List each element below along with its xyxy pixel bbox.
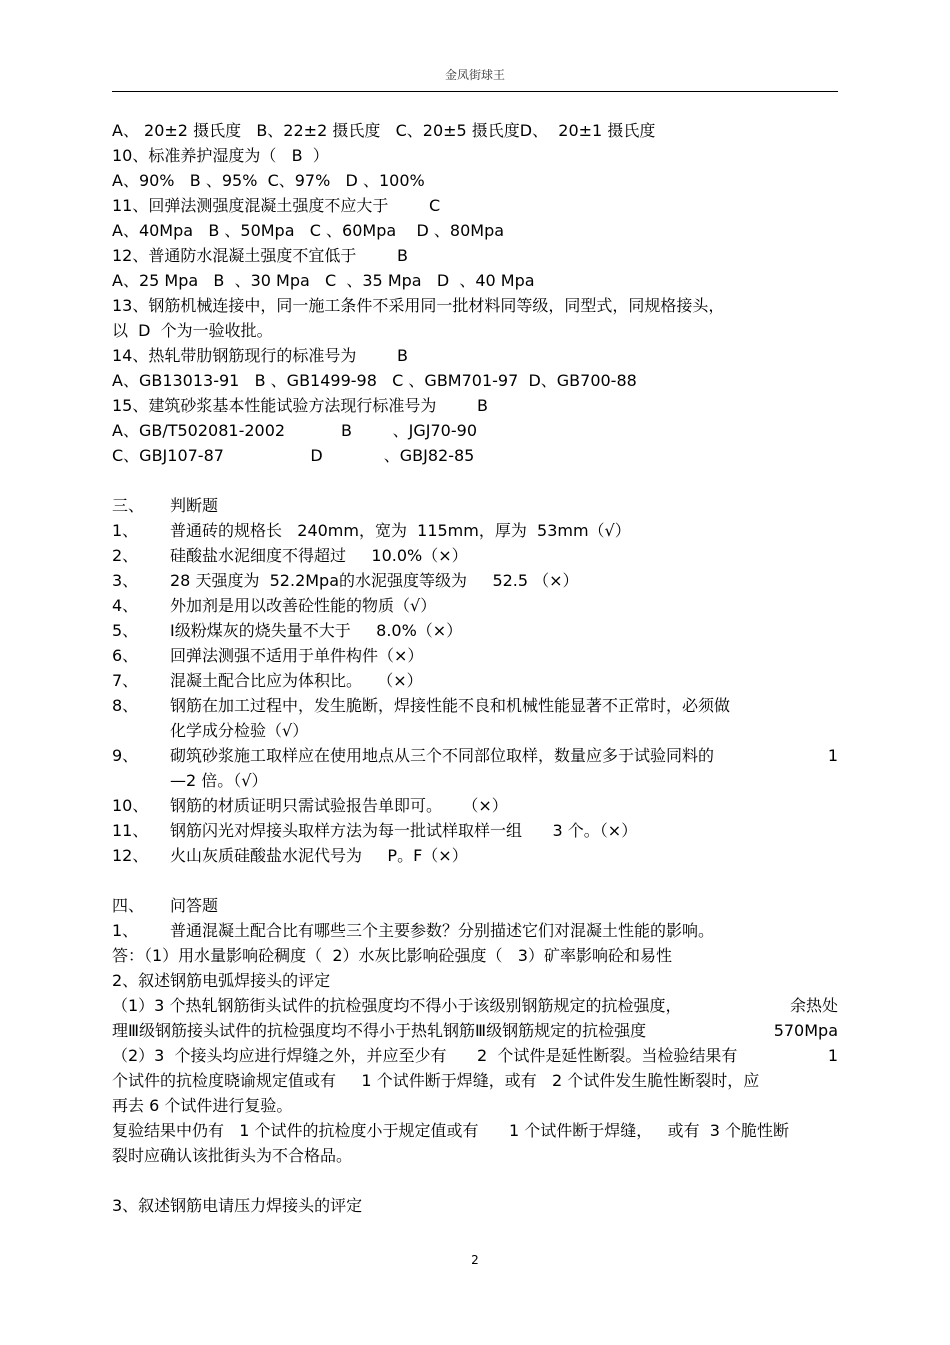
answer-line [112,1018,838,1043]
text-line: A、90% B 、95% C、97% D 、100% [112,171,425,190]
item-text: 混凝土配合比应为体积比。 （×） [170,671,423,690]
item-text: 回弹法测强不适用于单件构件（×） [170,646,424,665]
section-heading [112,493,838,518]
item-number: 9、 [112,746,139,765]
item-text: 硅酸盐水泥细度不得超过 10.0%（×） [170,546,468,565]
item-text: 火山灰质硅酸盐水泥代号为 P。F（×） [170,846,468,865]
text-line: 13、钢筋机械连接中，同一施工条件不采用同一批材料同等级，同型式，同规格接头， [112,296,725,315]
item-number: 4、 [112,596,139,615]
item-number: 5、 [112,621,139,640]
item-number: 12、 [112,846,149,865]
list-item [112,593,838,618]
item-number: 11、 [112,821,149,840]
answer-text-tail: 1 [827,1046,838,1065]
text-line: A、 20±2 摄氏度 B、22±2 摄氏度 C、20±5 摄氏度D、 20±1 摄氏度 [112,121,656,140]
answer-line [112,1043,838,1068]
question-number: 1、 [112,921,139,940]
item-number: 3、 [112,571,139,590]
answer: 答：（1）用水量影响砼稠度（ 2）水灰比影响砼强度（ 3）矿率影响砼和易性 [112,946,672,965]
item-number: 1、 [112,521,139,540]
question [112,918,838,943]
answer-line: 再去 6 个试件进行复验。 [112,1096,293,1115]
text-line: 15、建筑砂浆基本性能试验方法现行标准号为 B [112,396,489,415]
item-number: 10、 [112,796,149,815]
question: 3、叙述钢筋电请压力焊接头的评定 [112,1196,363,1215]
item-number: 6、 [112,646,139,665]
list-item [112,843,838,868]
item-text: 钢筋在加工过程中，发生脆断，焊接性能不良和机械性能显著不正常时，必须做 [170,696,731,715]
header-rule [112,91,838,92]
item-text: 化学成分检验（√） [170,721,309,740]
item-text: 普通砖的规格长 240mm，宽为 115mm，厚为 53mm（√） [170,521,631,540]
section-heading [112,893,838,918]
list-item [112,818,838,843]
item-text: Ⅰ级粉煤灰的烧失量不大于 8.0%（×） [170,621,463,640]
text-line: A、40Mpa B 、50Mpa C 、60Mpa D 、80Mpa [112,221,505,240]
section-number: 三、 [112,496,145,515]
question: 2、叙述钢筋电弧焊接头的评定 [112,971,331,990]
text-line: A、GB/T502081-2002 B 、JGJ70-90 [112,421,477,440]
answer-text-tail: 570Mpa [773,1021,838,1040]
answer-text: （2）3 个接头均应进行焊缝之外，并应至少有 2 个试件是延性断裂。当检验结果有 [112,1046,738,1065]
text-line: C、GBJ107-87 D 、GBJ82-85 [112,446,475,465]
item-text-tail: 1 [827,746,838,765]
item-text: 钢筋的材质证明只需试验报告单即可。 （×） [170,796,508,815]
item-number: 8、 [112,696,139,715]
text-line: 11、回弹法测强度混凝土强度不应大于 C [112,196,441,215]
item-text: 砌筑砂浆施工取样应在使用地点从三个不同部位取样，数量应多于试验同料的 [170,746,715,765]
item-text: —2 倍。（√） [170,771,268,790]
answer-text-tail: 余热处 [789,996,838,1015]
page-number: 2 [471,1253,479,1267]
text-line: A、GB13013-91 B 、GB1499-98 C 、GBM701-97 D、GB700-88 [112,371,637,390]
item-text: 钢筋闪光对焊接头取样方法为每一批试样取样一组 3 个。（×） [170,821,638,840]
page-header: 金凤街球王 [444,68,505,82]
list-item [112,793,838,818]
list-item [112,743,838,768]
list-item [112,693,838,718]
list-item-continuation [112,768,838,793]
text-line: A、25 Mpa B 、30 Mpa C 、35 Mpa D 、40 Mpa [112,271,535,290]
answer-line: 个试件的抗检度晓谕规定值或有 1 个试件断于焊缝，或有 2 个试件发生脆性断裂时，应 [112,1071,760,1090]
document-body [112,118,838,1218]
list-item [112,543,838,568]
answer-line: 裂时应确认该批街头为不合格品。 [112,1146,353,1165]
item-text: 28 天强度为 52.2Mpa的水泥强度等级为 52.5 （×） [170,571,579,590]
answer-line: 复验结果中仍有 1 个试件的抗检度小于规定值或有 1 个试件断于焊缝， 或有 3 个脆性断 [112,1121,790,1140]
answer-text: 理Ⅲ级钢筋接头试件的抗检强度均不得小于热轧钢筋Ⅲ级钢筋规定的抗检强度 [112,1021,647,1040]
list-item [112,618,838,643]
section-title: 判断题 [170,496,219,515]
text-line: 14、热轧带肋钢筋现行的标准号为 B [112,346,409,365]
list-item [112,568,838,593]
list-item [112,643,838,668]
item-number: 2、 [112,546,139,565]
list-item-continuation [112,718,838,743]
text-line: 10、标准养护湿度为（ B ） [112,146,329,165]
section-title: 问答题 [170,896,219,915]
list-item [112,668,838,693]
item-text: 外加剂是用以改善砼性能的物质（√） [170,596,437,615]
item-number: 7、 [112,671,139,690]
list-item [112,518,838,543]
text-line: 以 D 个为一验收批。 [112,321,273,340]
section-number: 四、 [112,896,145,915]
answer-line [112,993,838,1018]
text-line: 12、普通防水混凝土强度不宜低于 B [112,246,409,265]
answer-text: （1）3 个热轧钢筋街头试件的抗检强度均不得小于该级别钢筋规定的抗检强度， [112,996,682,1015]
question-text: 普通混凝土配合比有哪些三个主要参数？分别描述它们对混凝土性能的影响。 [170,921,715,940]
